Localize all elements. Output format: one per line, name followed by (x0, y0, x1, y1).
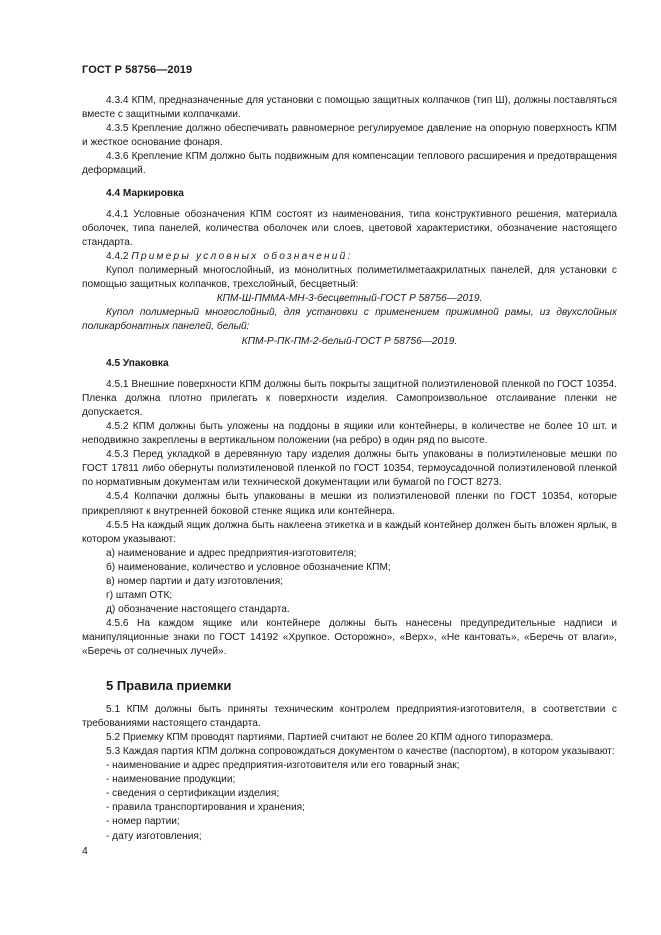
paragraph-4-5-5: 4.5.5 На каждый ящик должна быть наклеена этикетка и в каждый контейнер должен быть вложен ярлык, в котором указывают: (82, 519, 617, 545)
list-item: а) наименование и адрес предприятия-изготовителя; (106, 547, 357, 559)
paragraph-5-2: 5.2 Приемку КПМ проводят партиями. Партией считают не более 20 КПМ одного типоразмера. (106, 731, 554, 743)
list-item: г) штамп ОТК; (106, 590, 173, 602)
paragraph-4-3-5: 4.3.5 Крепление должно обеспечивать равномерное регулируемое давление на опорную поверхность КПМ и жесткое основание фонаря. (82, 123, 617, 149)
section-heading-4-4: 4.4 Маркировка (106, 187, 184, 199)
paragraph-4-4-2 (82, 250, 617, 264)
section-heading-4-5: 4.5 Упаковка (106, 357, 169, 369)
list-item: - наименование и адрес предприятия-изготовителя или его товарный знак; (106, 760, 460, 772)
list-item: - дату изготовления; (106, 830, 202, 842)
paragraph-4-5-6: 4.5.6 На каждом ящике или контейнере должны быть нанесены предупредительные надписи и манипуляционные знаки по ГОСТ 14192 «Хрупкое. Осторожно», «Верх», «Не кантовать», «Беречь от влаги», «Беречь от солнечных лучей». (82, 618, 617, 658)
paragraph-4-3-4: 4.3.4 КПМ, предназначенные для установки с помощью защитных колпачков (тип Ш), должны поставляться вместе с защитными колпачками. (82, 95, 617, 121)
examples-title: Примеры условных обозначений: (131, 250, 353, 262)
page-number: 4 (82, 845, 88, 857)
list-item: в) номер партии и дату изготовления; (106, 576, 284, 587)
paragraph-4-5-2: 4.5.2 КПМ должны быть уложены на поддоны в ящики или контейнеры, в количестве не более 10 шт. и неподвижно закреплены в вертикальном положении (на ребро) в один ряд по высоте. (82, 420, 617, 447)
paragraph-4-3-6: 4.3.6 Крепление КПМ должно быть подвижным для компенсации теплового расширения и предотвращения деформаций. (82, 151, 617, 177)
example-1-text: Купол полимерный многослойный, из монолитных полиметилметаакрилатных панелей, для установки с помощью защитных колпачков, трехслойный, бесцветный: (82, 265, 617, 291)
paragraph-5-3: 5.3 Каждая партия КПМ должна сопровождаться документом о качестве (паспортом), в котором указывают: (106, 745, 615, 757)
list-item: - наименование продукции; (106, 774, 236, 786)
section-heading-5: 5 Правила приемки (106, 677, 232, 693)
paragraph-4-5-4: 4.5.4 Колпачки должны быть упакованы в мешки из полиэтиленовой пленки по ГОСТ 10354, которые прикрепляют к внутренней боковой стенке ящика или контейнера. (82, 491, 617, 517)
paragraph-number: 4.4.2 (106, 250, 129, 262)
list-item: - правила транспортирования и хранения; (106, 802, 305, 814)
paragraph-4-5-1: 4.5.1 Внешние поверхности КПМ должны быть покрыты защитной полиэтиленовой пленкой по ГОСТ 10354. Пленка должна плотно прилегать к поверхности изделия. Самопроизвольное отслаивание пленки не допускается. (82, 378, 617, 418)
page-header: ГОСТ Р 58756—2019 (82, 64, 193, 76)
page-content (82, 94, 617, 844)
example-2-text: Купол полимерный многослойный, для установки с применением прижимной рамы, из двухслойных поликарбонатных панелей, белый: (82, 307, 617, 333)
label-list (82, 547, 617, 617)
paragraph-4-4-1: 4.4.1 Условные обозначения КПМ состоят из наименования, типа конструктивного решения, материала оболочек, типа панелей, количества оболочек или слоев, цветовой характеристики, обозначение настоящего стандарта. (82, 208, 617, 248)
passport-list (82, 759, 617, 844)
example-1-code: КПМ-Ш-ПММА-МН-3-бесцветный-ГОСТ Р 58756—2019. (216, 293, 483, 305)
list-item: б) наименование, количество и условное обозначение КПМ; (106, 561, 391, 573)
list-item: - номер партии; (106, 816, 180, 828)
example-2-code: КПМ-Р-ПК-ПМ-2-белый-ГОСТ Р 58756—2019. (241, 335, 458, 347)
list-item: д) обозначение настоящего стандарта. (106, 604, 290, 616)
paragraph-4-5-3: 4.5.3 Перед укладкой в деревянную тару изделия должны быть упакованы в полиэтиленовые мешки по ГОСТ 17811 либо обернуты полиэтиленовой пленкой по ГОСТ 10354, термоусадочной полиэтиленовой пленкой по нормативным документам или технической документации или бумагой по ГОСТ 8273. (82, 449, 617, 489)
paragraph-5-1: 5.1 КПМ должны быть приняты техническим контролем предприятия-изготовителя, в соответствии с требованиями настоящего стандарта. (82, 703, 617, 729)
list-item: - сведения о сертификации изделия; (106, 788, 280, 800)
